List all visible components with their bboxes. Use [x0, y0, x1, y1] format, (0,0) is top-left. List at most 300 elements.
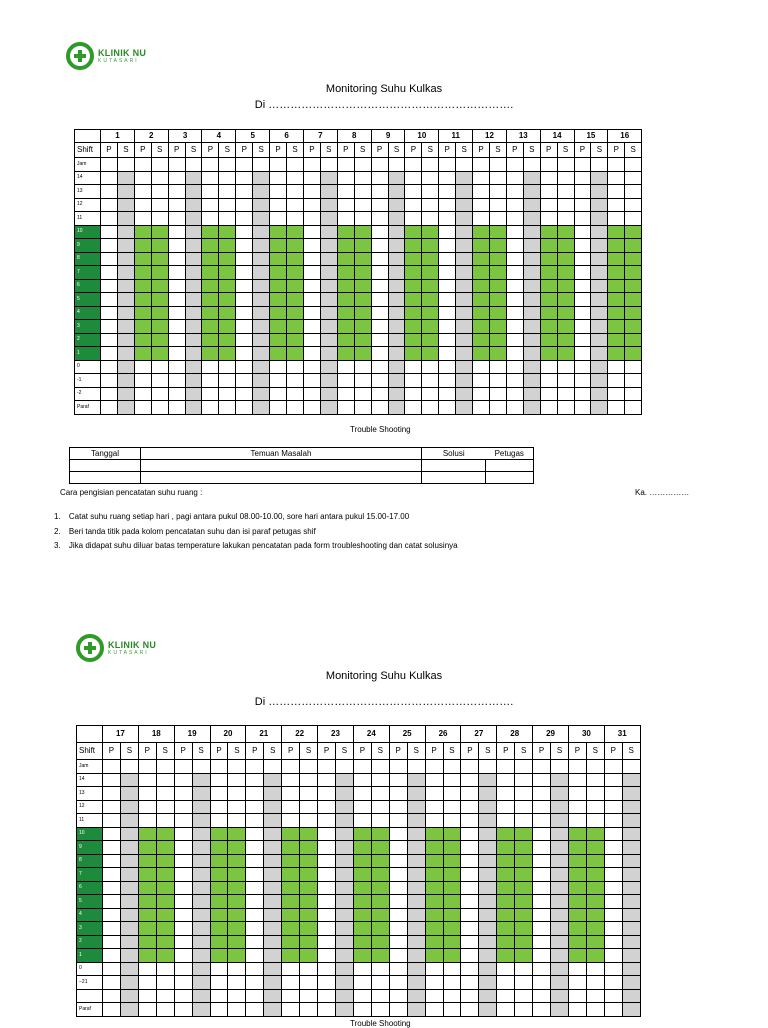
grid-cell[interactable] — [574, 171, 591, 185]
grid-cell[interactable] — [425, 935, 443, 949]
grid-cell[interactable] — [228, 989, 246, 1003]
grid-cell[interactable] — [489, 252, 506, 266]
grid-cell[interactable] — [443, 989, 461, 1003]
grid-cell[interactable] — [117, 252, 134, 266]
grid-cell[interactable] — [608, 293, 625, 307]
grid-cell[interactable] — [236, 198, 253, 212]
grid-cell[interactable] — [586, 935, 604, 949]
grid-cell[interactable] — [515, 1003, 533, 1017]
grid-cell[interactable] — [371, 212, 388, 226]
grid-cell[interactable] — [622, 935, 640, 949]
grid-cell[interactable] — [353, 773, 371, 787]
grid-cell[interactable] — [557, 401, 574, 415]
grid-cell[interactable] — [551, 773, 569, 787]
grid-cell[interactable] — [425, 854, 443, 868]
grid-cell[interactable] — [497, 922, 515, 936]
grid-cell[interactable] — [353, 908, 371, 922]
grid-cell[interactable] — [586, 895, 604, 909]
grid-cell[interactable] — [473, 225, 490, 239]
grid-cell[interactable] — [318, 949, 336, 963]
grid-cell[interactable] — [287, 374, 304, 388]
grid-cell[interactable] — [318, 962, 336, 976]
grid-cell[interactable] — [371, 374, 388, 388]
grid-cell[interactable] — [270, 347, 287, 361]
grid-cell[interactable] — [156, 841, 174, 855]
grid-cell[interactable] — [523, 198, 540, 212]
grid-cell[interactable] — [246, 800, 264, 814]
grid-cell[interactable] — [407, 773, 425, 787]
grid-cell[interactable] — [117, 347, 134, 361]
grid-cell[interactable] — [604, 949, 622, 963]
grid-cell[interactable] — [101, 198, 118, 212]
grid-cell[interactable] — [101, 333, 118, 347]
grid-cell[interactable] — [337, 401, 354, 415]
grid-cell[interactable] — [219, 279, 236, 293]
grid-cell[interactable] — [103, 922, 121, 936]
grid-cell[interactable] — [371, 171, 388, 185]
grid-cell[interactable] — [388, 239, 405, 253]
grid-cell[interactable] — [156, 908, 174, 922]
grid-cell[interactable] — [134, 279, 151, 293]
grid-cell[interactable] — [461, 841, 479, 855]
grid-cell[interactable] — [246, 881, 264, 895]
grid-cell[interactable] — [300, 895, 318, 909]
grid-cell[interactable] — [264, 949, 282, 963]
grid-cell[interactable] — [557, 252, 574, 266]
grid-cell[interactable] — [138, 962, 156, 976]
grid-cell[interactable] — [300, 908, 318, 922]
grid-cell[interactable] — [461, 908, 479, 922]
grid-cell[interactable] — [388, 320, 405, 334]
grid-cell[interactable] — [270, 320, 287, 334]
grid-cell[interactable] — [337, 225, 354, 239]
grid-cell[interactable] — [138, 935, 156, 949]
grid-cell[interactable] — [168, 401, 185, 415]
grid-cell[interactable] — [354, 266, 371, 280]
grid-cell[interactable] — [101, 171, 118, 185]
grid-cell[interactable] — [236, 158, 253, 172]
grid-cell[interactable] — [506, 212, 523, 226]
grid-cell[interactable] — [353, 989, 371, 1003]
grid-cell[interactable] — [253, 374, 270, 388]
grid-cell[interactable] — [608, 252, 625, 266]
grid-cell[interactable] — [473, 333, 490, 347]
grid-cell[interactable] — [425, 908, 443, 922]
grid-cell[interactable] — [439, 293, 456, 307]
grid-cell[interactable] — [156, 935, 174, 949]
grid-cell[interactable] — [439, 225, 456, 239]
grid-cell[interactable] — [264, 800, 282, 814]
grid-cell[interactable] — [439, 306, 456, 320]
grid-cell[interactable] — [443, 881, 461, 895]
grid-cell[interactable] — [422, 212, 439, 226]
grid-cell[interactable] — [300, 760, 318, 774]
grid-cell[interactable] — [523, 374, 540, 388]
grid-cell[interactable] — [407, 841, 425, 855]
grid-cell[interactable] — [568, 922, 586, 936]
grid-cell[interactable] — [425, 1003, 443, 1017]
grid-cell[interactable] — [551, 814, 569, 828]
grid-cell[interactable] — [138, 922, 156, 936]
grid-cell[interactable] — [253, 347, 270, 361]
grid-cell[interactable] — [422, 279, 439, 293]
grid-cell[interactable] — [185, 171, 202, 185]
grid-cell[interactable] — [407, 881, 425, 895]
grid-cell[interactable] — [574, 306, 591, 320]
grid-cell[interactable] — [497, 773, 515, 787]
grid-cell[interactable] — [219, 347, 236, 361]
grid-cell[interactable] — [489, 198, 506, 212]
grid-cell[interactable] — [439, 333, 456, 347]
grid-cell[interactable] — [479, 773, 497, 787]
grid-cell[interactable] — [120, 814, 138, 828]
grid-cell[interactable] — [192, 800, 210, 814]
grid-cell[interactable] — [439, 252, 456, 266]
grid-cell[interactable] — [456, 279, 473, 293]
grid-cell[interactable] — [192, 854, 210, 868]
grid-cell[interactable] — [228, 854, 246, 868]
grid-cell[interactable] — [300, 949, 318, 963]
grid-cell[interactable] — [425, 881, 443, 895]
grid-cell[interactable] — [236, 225, 253, 239]
grid-cell[interactable] — [192, 935, 210, 949]
grid-cell[interactable] — [473, 320, 490, 334]
grid-cell[interactable] — [461, 814, 479, 828]
grid-cell[interactable] — [202, 320, 219, 334]
grid-cell[interactable] — [568, 827, 586, 841]
grid-cell[interactable] — [219, 239, 236, 253]
grid-cell[interactable] — [443, 760, 461, 774]
grid-cell[interactable] — [138, 976, 156, 990]
grid-cell[interactable] — [156, 949, 174, 963]
grid-cell[interactable] — [388, 333, 405, 347]
grid-cell[interactable] — [533, 787, 551, 801]
grid-cell[interactable] — [202, 293, 219, 307]
grid-cell[interactable] — [151, 293, 168, 307]
grid-cell[interactable] — [371, 800, 389, 814]
grid-cell[interactable] — [540, 239, 557, 253]
grid-cell[interactable] — [219, 401, 236, 415]
grid-cell[interactable] — [318, 868, 336, 882]
grid-cell[interactable] — [337, 306, 354, 320]
grid-cell[interactable] — [407, 800, 425, 814]
grid-cell[interactable] — [282, 827, 300, 841]
grid-cell[interactable] — [174, 827, 192, 841]
grid-cell[interactable] — [506, 158, 523, 172]
grid-cell[interactable] — [389, 827, 407, 841]
grid-cell[interactable] — [371, 1003, 389, 1017]
grid-cell[interactable] — [422, 374, 439, 388]
grid-cell[interactable] — [246, 962, 264, 976]
grid-cell[interactable] — [533, 949, 551, 963]
grid-cell[interactable] — [174, 800, 192, 814]
grid-cell[interactable] — [117, 266, 134, 280]
grid-cell[interactable] — [236, 320, 253, 334]
grid-cell[interactable] — [335, 935, 353, 949]
grid-cell[interactable] — [523, 347, 540, 361]
grid-cell[interactable] — [608, 320, 625, 334]
grid-cell[interactable] — [354, 401, 371, 415]
grid-cell[interactable] — [497, 841, 515, 855]
grid-cell[interactable] — [228, 1003, 246, 1017]
grid-cell[interactable] — [591, 239, 608, 253]
grid-cell[interactable] — [335, 1003, 353, 1017]
grid-cell[interactable] — [185, 387, 202, 401]
grid-cell[interactable] — [568, 949, 586, 963]
grid-cell[interactable] — [120, 800, 138, 814]
grid-cell[interactable] — [353, 841, 371, 855]
grid-cell[interactable] — [456, 171, 473, 185]
grid-cell[interactable] — [236, 401, 253, 415]
grid-cell[interactable] — [407, 787, 425, 801]
grid-cell[interactable] — [270, 158, 287, 172]
grid-cell[interactable] — [604, 827, 622, 841]
grid-cell[interactable] — [622, 1003, 640, 1017]
grid-cell[interactable] — [591, 266, 608, 280]
grid-cell[interactable] — [443, 935, 461, 949]
grid-cell[interactable] — [515, 881, 533, 895]
grid-cell[interactable] — [264, 1003, 282, 1017]
grid-cell[interactable] — [246, 1003, 264, 1017]
grid-cell[interactable] — [533, 895, 551, 909]
grid-cell[interactable] — [120, 868, 138, 882]
grid-cell[interactable] — [103, 881, 121, 895]
grid-cell[interactable] — [506, 306, 523, 320]
grid-cell[interactable] — [497, 949, 515, 963]
grid-cell[interactable] — [287, 306, 304, 320]
grid-cell[interactable] — [264, 922, 282, 936]
grid-cell[interactable] — [533, 827, 551, 841]
grid-cell[interactable] — [405, 360, 422, 374]
grid-cell[interactable] — [138, 868, 156, 882]
grid-cell[interactable] — [174, 773, 192, 787]
grid-cell[interactable] — [604, 868, 622, 882]
grid-cell[interactable] — [134, 333, 151, 347]
grid-cell[interactable] — [586, 814, 604, 828]
grid-cell[interactable] — [425, 814, 443, 828]
grid-cell[interactable] — [557, 306, 574, 320]
grid-cell[interactable] — [192, 949, 210, 963]
grid-cell[interactable] — [264, 976, 282, 990]
grid-cell[interactable] — [540, 401, 557, 415]
grid-cell[interactable] — [568, 935, 586, 949]
grid-cell[interactable] — [138, 800, 156, 814]
grid-cell[interactable] — [371, 854, 389, 868]
grid-cell[interactable] — [101, 320, 118, 334]
grid-cell[interactable] — [425, 989, 443, 1003]
grid-cell[interactable] — [407, 868, 425, 882]
grid-cell[interactable] — [151, 252, 168, 266]
grid-cell[interactable] — [219, 293, 236, 307]
grid-cell[interactable] — [489, 266, 506, 280]
grid-cell[interactable] — [318, 773, 336, 787]
grid-cell[interactable] — [354, 239, 371, 253]
grid-cell[interactable] — [246, 976, 264, 990]
grid-cell[interactable] — [405, 252, 422, 266]
grid-cell[interactable] — [287, 171, 304, 185]
grid-cell[interactable] — [388, 293, 405, 307]
grid-cell[interactable] — [608, 158, 625, 172]
grid-cell[interactable] — [210, 787, 228, 801]
grid-cell[interactable] — [443, 773, 461, 787]
grid-cell[interactable] — [443, 962, 461, 976]
grid-cell[interactable] — [622, 989, 640, 1003]
grid-cell[interactable] — [335, 949, 353, 963]
grid-cell[interactable] — [246, 827, 264, 841]
grid-cell[interactable] — [591, 252, 608, 266]
grid-cell[interactable] — [422, 347, 439, 361]
grid-cell[interactable] — [228, 949, 246, 963]
grid-cell[interactable] — [479, 895, 497, 909]
grid-cell[interactable] — [622, 908, 640, 922]
grid-cell[interactable] — [568, 760, 586, 774]
grid-cell[interactable] — [568, 868, 586, 882]
grid-cell[interactable] — [574, 320, 591, 334]
grid-cell[interactable] — [354, 279, 371, 293]
grid-cell[interactable] — [120, 989, 138, 1003]
grid-cell[interactable] — [192, 922, 210, 936]
grid-cell[interactable] — [608, 387, 625, 401]
grid-cell[interactable] — [608, 333, 625, 347]
grid-cell[interactable] — [479, 760, 497, 774]
grid-cell[interactable] — [405, 225, 422, 239]
grid-cell[interactable] — [174, 962, 192, 976]
grid-cell[interactable] — [557, 266, 574, 280]
grid-cell[interactable] — [168, 333, 185, 347]
grid-cell[interactable] — [185, 225, 202, 239]
grid-cell[interactable] — [156, 800, 174, 814]
grid-cell[interactable] — [371, 814, 389, 828]
grid-cell[interactable] — [282, 854, 300, 868]
grid-cell[interactable] — [506, 198, 523, 212]
grid-cell[interactable] — [625, 293, 642, 307]
grid-cell[interactable] — [586, 949, 604, 963]
grid-cell[interactable] — [479, 854, 497, 868]
grid-cell[interactable] — [168, 225, 185, 239]
grid-cell[interactable] — [287, 212, 304, 226]
grid-cell[interactable] — [138, 949, 156, 963]
grid-cell[interactable] — [506, 387, 523, 401]
grid-cell[interactable] — [625, 212, 642, 226]
grid-cell[interactable] — [210, 908, 228, 922]
grid-cell[interactable] — [389, 814, 407, 828]
grid-cell[interactable] — [586, 773, 604, 787]
grid-cell[interactable] — [228, 800, 246, 814]
grid-cell[interactable] — [489, 347, 506, 361]
grid-cell[interactable] — [479, 827, 497, 841]
grid-cell[interactable] — [557, 212, 574, 226]
grid-cell[interactable] — [246, 814, 264, 828]
grid-cell[interactable] — [287, 225, 304, 239]
grid-cell[interactable] — [604, 773, 622, 787]
grid-cell[interactable] — [515, 827, 533, 841]
grid-cell[interactable] — [515, 868, 533, 882]
grid-cell[interactable] — [405, 293, 422, 307]
grid-cell[interactable] — [246, 989, 264, 1003]
grid-cell[interactable] — [407, 935, 425, 949]
grid-cell[interactable] — [622, 868, 640, 882]
grid-cell[interactable] — [156, 827, 174, 841]
grid-cell[interactable] — [117, 171, 134, 185]
grid-cell[interactable] — [604, 962, 622, 976]
grid-cell[interactable] — [320, 279, 337, 293]
grid-cell[interactable] — [282, 1003, 300, 1017]
grid-cell[interactable] — [101, 347, 118, 361]
grid-cell[interactable] — [515, 773, 533, 787]
grid-cell[interactable] — [533, 773, 551, 787]
grid-cell[interactable] — [219, 360, 236, 374]
grid-cell[interactable] — [568, 787, 586, 801]
grid-cell[interactable] — [622, 800, 640, 814]
grid-cell[interactable] — [479, 787, 497, 801]
grid-cell[interactable] — [497, 827, 515, 841]
grid-cell[interactable] — [117, 320, 134, 334]
grid-cell[interactable] — [335, 827, 353, 841]
grid-cell[interactable] — [371, 787, 389, 801]
grid-cell[interactable] — [246, 854, 264, 868]
grid-cell[interactable] — [320, 171, 337, 185]
grid-cell[interactable] — [533, 1003, 551, 1017]
grid-cell[interactable] — [461, 787, 479, 801]
grid-cell[interactable] — [473, 347, 490, 361]
grid-cell[interactable] — [533, 881, 551, 895]
grid-cell[interactable] — [120, 787, 138, 801]
grid-cell[interactable] — [574, 158, 591, 172]
grid-cell[interactable] — [479, 814, 497, 828]
grid-cell[interactable] — [407, 854, 425, 868]
grid-cell[interactable] — [219, 266, 236, 280]
grid-cell[interactable] — [506, 401, 523, 415]
grid-cell[interactable] — [120, 895, 138, 909]
grid-cell[interactable] — [523, 252, 540, 266]
grid-cell[interactable] — [551, 949, 569, 963]
grid-cell[interactable] — [168, 252, 185, 266]
grid-cell[interactable] — [103, 989, 121, 1003]
grid-cell[interactable] — [246, 868, 264, 882]
grid-cell[interactable] — [604, 1003, 622, 1017]
grid-cell[interactable] — [456, 387, 473, 401]
grid-cell[interactable] — [202, 252, 219, 266]
grid-cell[interactable] — [117, 198, 134, 212]
grid-cell[interactable] — [219, 225, 236, 239]
grid-cell[interactable] — [264, 962, 282, 976]
grid-cell[interactable] — [371, 895, 389, 909]
grid-cell[interactable] — [253, 198, 270, 212]
grid-cell[interactable] — [479, 908, 497, 922]
grid-cell[interactable] — [389, 854, 407, 868]
grid-cell[interactable] — [608, 239, 625, 253]
grid-cell[interactable] — [479, 989, 497, 1003]
grid-cell[interactable] — [120, 949, 138, 963]
grid-cell[interactable] — [456, 320, 473, 334]
grid-cell[interactable] — [303, 387, 320, 401]
grid-cell[interactable] — [388, 158, 405, 172]
grid-cell[interactable] — [192, 773, 210, 787]
grid-cell[interactable] — [574, 347, 591, 361]
grid-cell[interactable] — [371, 935, 389, 949]
grid-cell[interactable] — [586, 868, 604, 882]
grid-cell[interactable] — [202, 171, 219, 185]
grid-cell[interactable] — [604, 787, 622, 801]
grid-cell[interactable] — [174, 908, 192, 922]
grid-cell[interactable] — [202, 185, 219, 199]
grid-cell[interactable] — [253, 293, 270, 307]
grid-cell[interactable] — [202, 198, 219, 212]
grid-cell[interactable] — [439, 347, 456, 361]
grid-cell[interactable] — [219, 387, 236, 401]
grid-cell[interactable] — [337, 347, 354, 361]
grid-cell[interactable] — [461, 827, 479, 841]
